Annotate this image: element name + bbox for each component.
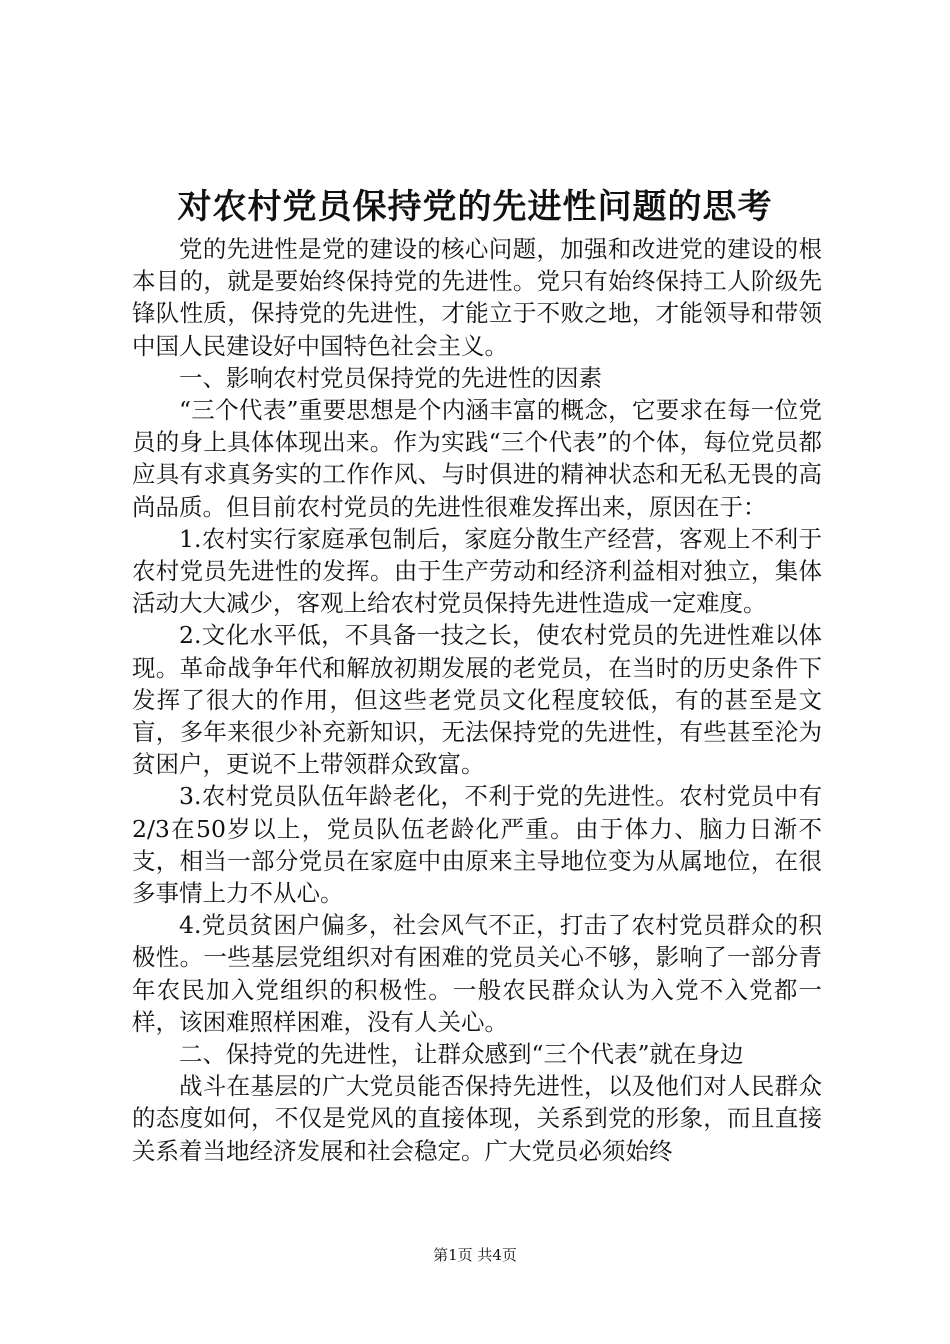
section-heading-2: 二、保持党的先进性，让群众感到“三个代表”就在身边 [179,1040,744,1069]
paragraph-three-represents: “三个代表”重要思想是个内涵丰富的概念，它要求在每一位党员的身上具体体现出来。作为实践“三个代表”的个体，每位党员都应具有求真务实的工作作风、与时俱进的精神状态和无私无畏的高尚品质。但目前农村党员的先进性很难发挥出来，原因在于： [132,396,822,521]
paragraph-point-3: 3.农村党员队伍年龄老化，不利于党的先进性。农村党员中有2/3在50岁以上，党员队伍老龄化严重。由于体力、脑力日渐不支，相当一部分党员在家庭中由原来主导地位变为从属地位，在很多事情上力不从心。 [132,782,822,908]
paragraph-intro: 党的先进性是党的建设的核心问题，加强和改进党的建设的根本目的，就是要始终保持党的先进性。党只有始终保持工人阶级先锋队性质，保持党的先进性，才能立于不败之地，才能领导和带领中国人民建设好中国特色社会主义。 [132,235,822,360]
paragraph-point-2: 2.文化水平低，不具备一技之长，使农村党员的先进性难以体现。革命战争年代和解放初期发展的老党员，在当时的历史条件下发挥了很大的作用，但这些老党员文化程度较低，有的甚至是文盲，多年来很少补充新知识，无法保持党的先进性，有些甚至沦为贫困户，更说不上带领群众致富。 [132,621,822,779]
document-title: 对农村党员保持党的先进性问题的思考 [177,187,773,227]
section-heading-1: 一、影响农村党员保持党的先进性的因素 [179,363,602,392]
paragraph-point-4: 4.党员贫困户偏多，社会风气不正，打击了农村党员群众的积极性。一些基层党组织对有困难的党员关心不够，影响了一部分青年农民加入党组织的积极性。一般农民群众认为入党不入党都一样，该困难照样困难，没有人关心。 [132,911,822,1036]
page-number-footer: 第1页 共4页 [433,1246,517,1264]
document-body [132,233,822,1167]
paragraph-point-1: 1.农村实行家庭承包制后，家庭分散生产经营，客观上不利于农村党员先进性的发挥。由于生产劳动和经济利益相对独立，集体活动大大减少，客观上给农村党员保持先进性造成一定难度。 [132,524,822,618]
paragraph-grassroots: 战斗在基层的广大党员能否保持先进性，以及他们对人民群众的态度如何，不仅是党风的直接体现，关系到党的形象，而且直接关系着当地经济发展和社会稳定。广大党员必须始终 [132,1072,822,1165]
